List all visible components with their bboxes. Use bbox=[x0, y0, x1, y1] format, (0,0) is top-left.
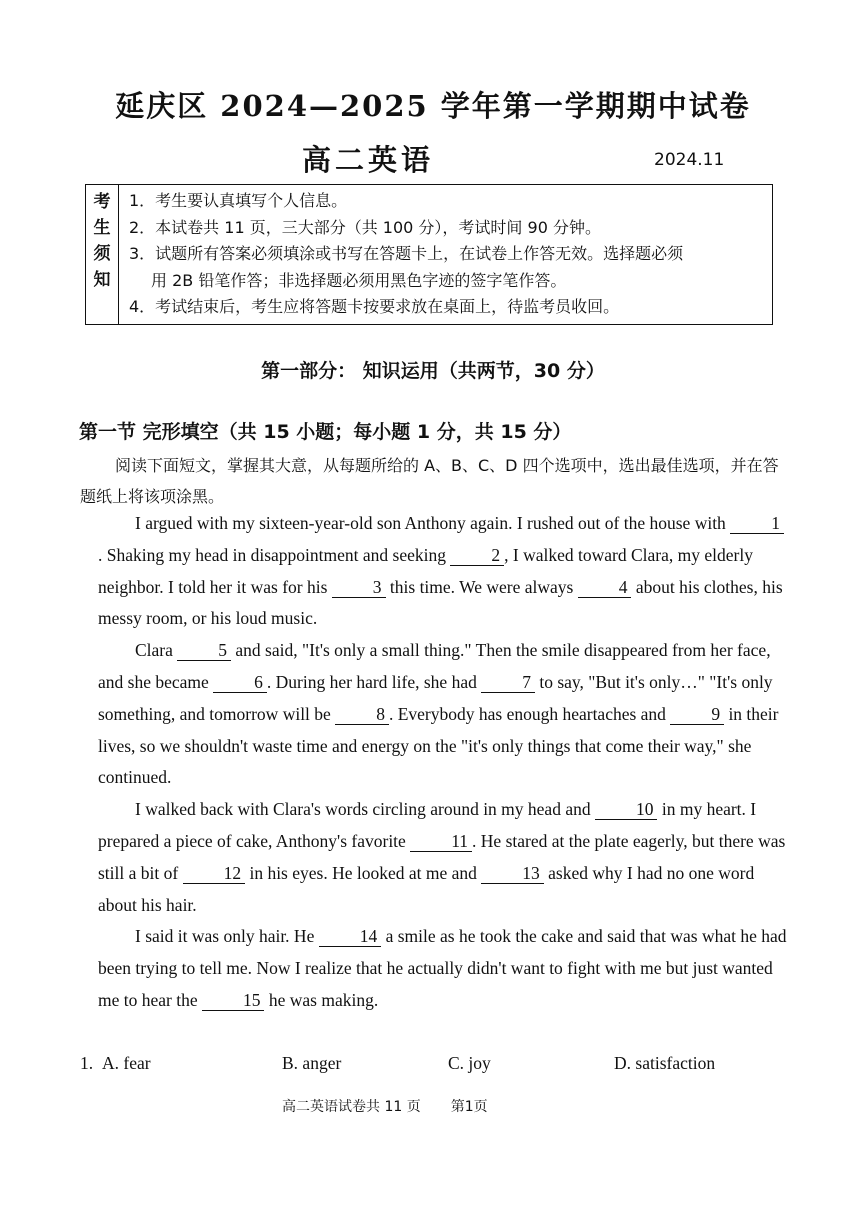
paragraph bbox=[98, 794, 788, 921]
option-a: A. fear bbox=[102, 1053, 151, 1073]
passage-text: and said, "It's only a small thing." Then the smile disappeared from her face, and she became bbox=[98, 640, 771, 692]
exam-title: 延庆区 2024—2025 学年第一学期期中试卷 bbox=[115, 89, 751, 123]
notice-item: 3．试题所有答案必须填涂或书写在答题卡上，在试卷上作答无效。选择题必须 bbox=[129, 244, 684, 263]
blank: 10 bbox=[595, 799, 658, 820]
exam-date: 2024.11 bbox=[654, 150, 725, 170]
blank: 1 bbox=[730, 513, 784, 534]
notice-label-char: 知 bbox=[93, 270, 111, 290]
notice-item: 1．考生要认真填写个人信息。 bbox=[129, 191, 348, 210]
blank: 4 bbox=[578, 577, 632, 598]
notice-label-char: 生 bbox=[93, 218, 111, 238]
blank: 9 bbox=[670, 704, 724, 725]
blank: 5 bbox=[177, 640, 231, 661]
passage-text: . During her hard life, she had bbox=[266, 671, 482, 692]
footer-page-number: 第1页 bbox=[450, 1099, 488, 1115]
passage-text: in their lives, so we shouldn't waste time and energy on the "it's only things that come their way," she continued. bbox=[98, 703, 779, 788]
option-d: D. satisfaction bbox=[614, 1053, 716, 1073]
notice-label-char: 须 bbox=[93, 244, 111, 264]
paragraph bbox=[98, 921, 788, 1016]
passage-text: to say, "But it's only…" "It's only something, and tomorrow will be bbox=[98, 671, 773, 724]
question-number: 1. bbox=[80, 1053, 94, 1073]
exam-subject: 高二英语 bbox=[302, 143, 435, 177]
blank: 7 bbox=[481, 672, 535, 693]
passage-text: asked why I had no one word about his hair. bbox=[98, 862, 755, 915]
passage-text: . Shaking my head in disappointment and seeking bbox=[98, 544, 451, 565]
notice-item: 用 2B 铅笔作答；非选择题必须用黑色字迹的签字笔作答。 bbox=[151, 270, 567, 290]
passage-text: in his eyes. He looked at me and bbox=[245, 862, 482, 883]
passage-text: this time. We were always bbox=[385, 576, 578, 597]
option-c: C. joy bbox=[448, 1053, 491, 1073]
passage-text: Clara bbox=[135, 640, 178, 661]
passage-text: I said it was only hair. He bbox=[135, 926, 319, 947]
option-b: B. anger bbox=[282, 1053, 342, 1073]
blank: 15 bbox=[202, 990, 265, 1011]
notice-box bbox=[85, 184, 773, 325]
instruction: 阅读下面短文，掌握其大意，从每题所给的 A、B、C、D 四个选项中，选出最佳选项，并在答题纸上将该项涂黑。 bbox=[80, 456, 779, 506]
blank: 6 bbox=[213, 672, 267, 693]
notice-item: 2．本试卷共 11 页，三大部分（共 100 分），考试时间 90 分钟。 bbox=[129, 217, 601, 237]
passage-text: , I walked toward Clara, my elderly neighbor. I told her it was for his bbox=[98, 544, 753, 597]
passage-text: a smile as he took the cake and said that was what he had been trying to tell me. Now I realize that he actually didn't want to fight with me but just wanted me to hear the bbox=[98, 926, 787, 1010]
passage-text: I argued with my sixteen-year-old son Anthony again. I rushed out of the house with bbox=[135, 513, 731, 533]
notice-items bbox=[119, 185, 773, 325]
blank: 14 bbox=[319, 926, 382, 947]
part-title: 第一部分： 知识运用（共两节，30 分） bbox=[261, 360, 605, 382]
notice-label-char: 考 bbox=[93, 192, 111, 212]
page-footer bbox=[282, 1096, 488, 1116]
passage-text: I walked back with Clara's words circling around in my head and bbox=[135, 799, 595, 820]
blank: 12 bbox=[183, 863, 246, 884]
blank: 11 bbox=[410, 831, 472, 852]
footer-total-pages: 高二英语试卷共 11 页 bbox=[282, 1099, 421, 1115]
blank: 2 bbox=[450, 545, 504, 566]
blank: 8 bbox=[335, 704, 389, 725]
notice-label bbox=[86, 185, 119, 325]
passage-text: . He stared at the plate eagerly, but there was still a bit of bbox=[98, 830, 786, 883]
passage-text: . Everybody has enough heartaches and bbox=[388, 703, 671, 724]
passage-text: he was making. bbox=[264, 989, 379, 1010]
blank: 13 bbox=[481, 863, 544, 884]
section-title: 第一节 完形填空（共 15 小题；每小题 1 分，共 15 分） bbox=[79, 421, 572, 443]
cloze-passage bbox=[98, 508, 788, 1017]
passage-text: in my heart. I prepared a piece of cake, Anthony's favorite bbox=[98, 799, 757, 851]
blank: 3 bbox=[332, 577, 386, 598]
notice-item: 4．考试结束后，考生应将答题卡按要求放在桌面上，待监考员收回。 bbox=[129, 297, 620, 316]
passage-text: about his clothes, his messy room, or his loud music. bbox=[98, 576, 783, 629]
paragraph bbox=[98, 635, 788, 794]
paragraph bbox=[98, 508, 788, 635]
